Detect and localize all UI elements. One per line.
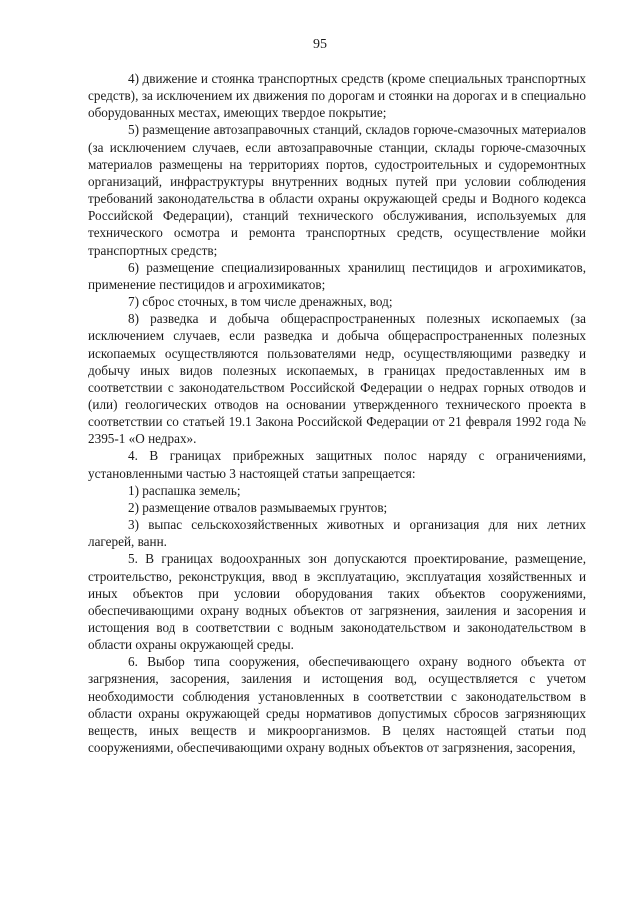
- paragraph-item-1-plowing: 1) распашка земель;: [128, 482, 241, 498]
- paragraph-item-5-fuel-stations: 5) размещение автозаправочных станций, складов горюче-смазочных материалов (за исключением случаев, если автозаправочные станции, склады горюче-смазочных материалов размещены на территориях портов, судостроительных и судоремонтных организаций, инфраструктуры внутренних водных путей при условии соблюдения требований законодательства в области охраны окружающей среды и Водного кодекса Российской Федерации), станций технического обслуживания, используемых для технического осмотра и ремонта транспортных средств, осуществление мойки транспортных средств;: [88, 122, 586, 258]
- paragraph-item-6-pesticides: 6) размещение специализированных хранилищ пестицидов и агрохимикатов, применение пестицидов и агрохимикатов;: [88, 259, 586, 292]
- paragraph-item-8-mining: 8) разведка и добыча общераспространенных полезных ископаемых (за исключением случаев, если разведка и добыча общераспространенных полезных ископаемых осуществляются пользователями недр, осуществляющими разведку и добычу иных видов полезных ископаемых, в границах предоставленных им в соответствии с законодательством Российской Федерации о недрах горных отводов и (или) геологических отводов на основании утвержденного технического проекта в соответствии со статьей 19.1 Закона Российской Федерации от 21 февраля 1992 года № 2395-1 «О недрах».: [88, 311, 586, 447]
- paragraph-item-7-wastewater: 7) сброс сточных, в том числе дренажных, вод;: [128, 294, 393, 310]
- document-body: [88, 70, 586, 756]
- paragraph-item-3-grazing: 3) выпас сельскохозяйственных животных и организация для них летних лагерей, ванн.: [88, 517, 586, 550]
- page-number: 95: [313, 37, 327, 52]
- paragraph-item-4-vehicles: 4) движение и стоянка транспортных средств (кроме специальных транспортных средств), за исключением их движения по дорогам и стоянки на дорогах и в специально оборудованных местах, имеющих твердое покрытие;: [88, 71, 586, 121]
- paragraph-item-2-dumps: 2) размещение отвалов размываемых грунтов;: [128, 499, 388, 515]
- paragraph-section-6: 6. Выбор типа сооружения, обеспечивающего охрану водного объекта от загрязнения, засорения, заиления и истощения вод, осуществляется с учетом необходимости соблюдения установленных в соответствии с законодательством в области охраны окружающей среды нормативов допустимых сбросов загрязняющих веществ, иных веществ и микроорганизмов. В целях настоящей статьи под сооружениями, обеспечивающими охрану водных объектов от загрязнения, засорения,: [88, 654, 586, 756]
- paragraph-section-5: 5. В границах водоохранных зон допускаются проектирование, размещение, строительство, реконструкция, ввод в эксплуатацию, эксплуатация хозяйственных и иных объектов при условии оборудования таких объектов сооружениями, обеспечивающими охрану водных объектов от загрязнения, заиления и засорения и истощения вод в соответствии с водным законодательством и законодательством в области охраны окружающей среды.: [88, 551, 586, 653]
- paragraph-section-4: 4. В границах прибрежных защитных полос наряду с ограничениями, установленными частью 3 настоящей статьи запрещается:: [88, 448, 586, 481]
